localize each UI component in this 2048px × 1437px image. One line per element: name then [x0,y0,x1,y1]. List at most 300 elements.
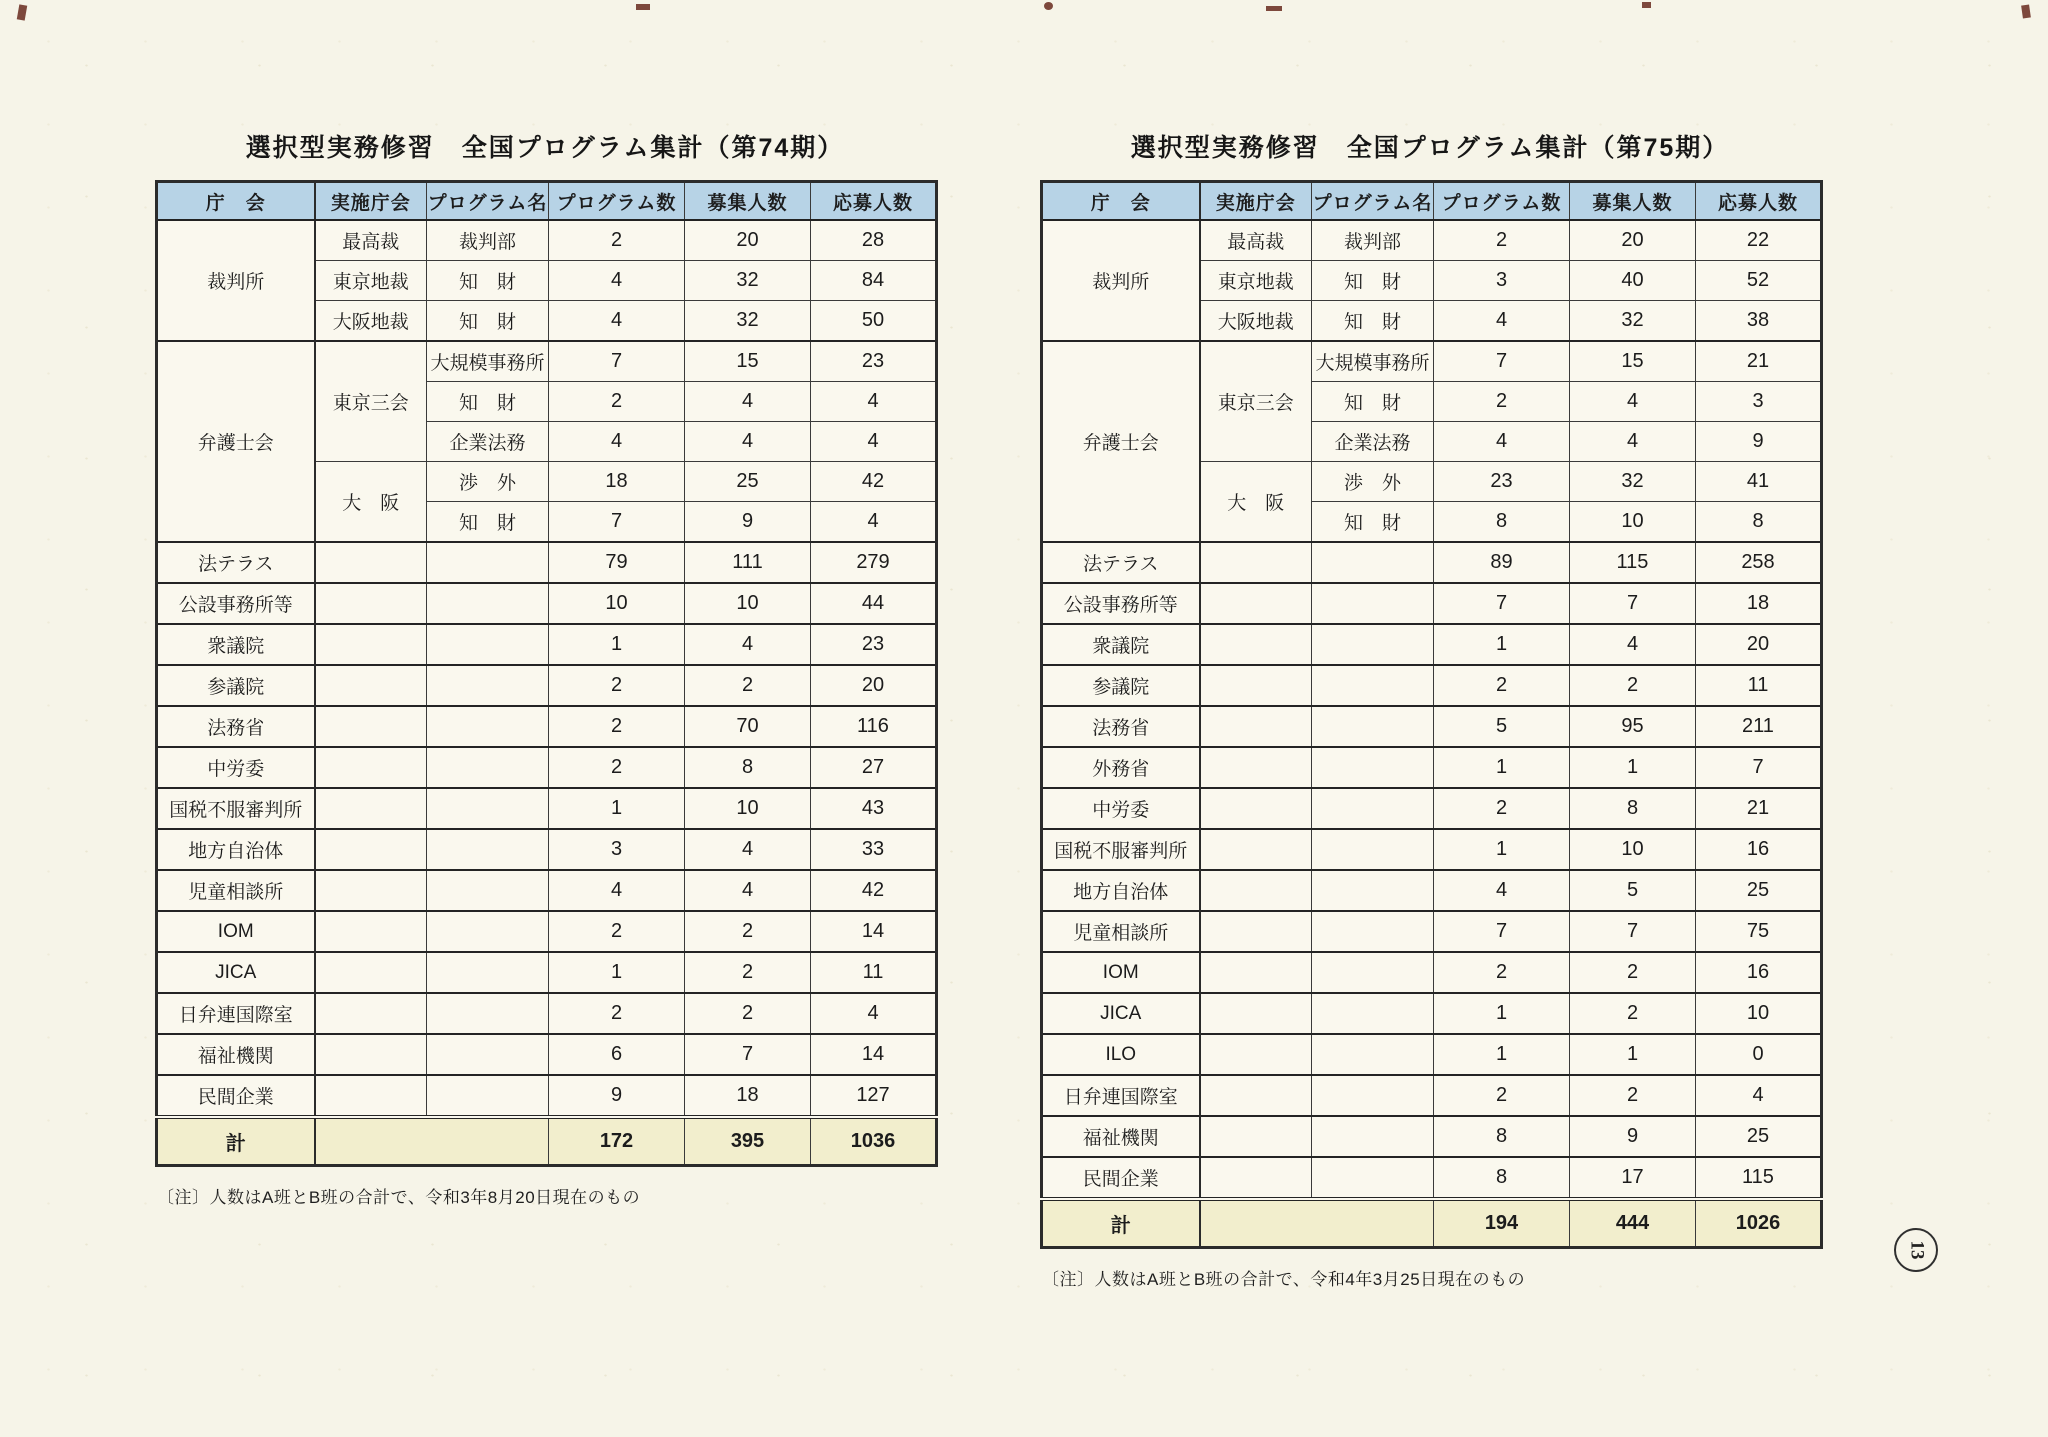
table-row [1042,870,1822,911]
cell-value: 7 [1696,747,1822,788]
cell-value: 4 [1570,422,1696,462]
cell-value: 1 [1570,1034,1696,1075]
cell-value: 3 [1434,261,1570,301]
cell-value: 2 [1570,665,1696,706]
cell-value: 33 [811,829,937,870]
cell-value: 16 [1696,829,1822,870]
cell-value: 18 [549,462,685,502]
cell-value: 14 [811,1034,937,1075]
cell-value: 211 [1696,706,1822,747]
cell-empty [1200,993,1312,1034]
cell-label: 裁判所 [1042,220,1200,341]
cell-empty [1200,1034,1312,1075]
cell-empty [315,1075,427,1117]
cell-value: 7 [1570,911,1696,952]
cell-empty [1200,542,1312,583]
cell-label: 大阪地裁 [315,301,427,342]
cell-value: 4 [549,261,685,301]
table-row [157,911,937,952]
cell-value: 50 [811,301,937,342]
cell-value: 21 [1696,341,1822,382]
cell-value: 52 [1696,261,1822,301]
cell-label: IOM [1042,952,1200,993]
cell-value: 25 [1696,1116,1822,1157]
cell-value: 2 [685,665,811,706]
cell-value: 8 [1434,1116,1570,1157]
cell-value: 32 [1570,462,1696,502]
cell-value: 395 [685,1117,811,1166]
cell-value: 2 [1434,788,1570,829]
cell-label: 東京三会 [1200,341,1312,462]
cell-value: 32 [1570,301,1696,342]
cell-empty [1200,706,1312,747]
table-row [1042,220,1822,261]
cell-value: 127 [811,1075,937,1117]
cell-value: 444 [1570,1199,1696,1248]
table-title-74: 選択型実務修習 全国プログラム集計（第74期） [245,134,845,162]
cell-value: 10 [1696,993,1822,1034]
cell-value: 4 [811,382,937,422]
cell-label: 公設事務所等 [157,583,315,624]
cell-value: 9 [1696,422,1822,462]
table-row [157,624,937,665]
cell-value: 1 [1570,747,1696,788]
cell-empty [315,993,427,1034]
cell-value: 0 [1696,1034,1822,1075]
cell-empty [1312,747,1434,788]
cell-value: 4 [685,422,811,462]
cell-label: 企業法務 [1312,422,1434,462]
cell-empty [1312,1034,1434,1075]
table-title-75: 選択型実務修習 全国プログラム集計（第75期） [1130,134,1730,162]
cell-empty [1200,829,1312,870]
cell-label: IOM [157,911,315,952]
cell-empty [427,1075,549,1117]
cell-value: 115 [1570,542,1696,583]
footnote-75: 〔注〕人数はA班とB班の合計で、令和4年3月25日現在のもの [1042,1270,1526,1289]
cell-label: 大規模事務所 [1312,341,1434,382]
cell-value: 95 [1570,706,1696,747]
cell-value: 4 [1570,624,1696,665]
cell-value: 2 [1570,1075,1696,1116]
table-row [1042,788,1822,829]
cell-value: 20 [811,665,937,706]
cell-label: 裁判部 [427,220,549,261]
cell-empty [1200,952,1312,993]
cell-value: 1036 [811,1117,937,1166]
cell-label: 民間企業 [157,1075,315,1117]
cell-empty [1312,583,1434,624]
table-row [157,952,937,993]
cell-empty [315,542,427,583]
cell-value: 2 [1570,952,1696,993]
cell-empty [1312,1157,1434,1199]
cell-value: 4 [685,870,811,911]
cell-value: 2 [1434,382,1570,422]
cell-empty [315,952,427,993]
cell-value: 1026 [1696,1199,1822,1248]
cell-value: 2 [1434,952,1570,993]
cell-value: 15 [685,341,811,382]
cell-value: 18 [1696,583,1822,624]
cell-label: 計 [157,1117,315,1166]
table-row [1042,1157,1822,1199]
cell-empty [315,829,427,870]
cell-value: 15 [1570,341,1696,382]
cell-value: 3 [1696,382,1822,422]
cell-empty [315,665,427,706]
cell-label: 地方自治体 [1042,870,1200,911]
cell-empty [427,747,549,788]
page-number: 13 [1906,1240,1927,1260]
cell-label: 法務省 [1042,706,1200,747]
cell-label: 参議院 [1042,665,1200,706]
column-header-implementing-agency: 実施庁会 [1200,182,1312,221]
cell-value: 23 [1434,462,1570,502]
cell-value: 1 [1434,747,1570,788]
cell-value: 9 [1570,1116,1696,1157]
cell-value: 27 [811,747,937,788]
cell-value: 20 [1570,220,1696,261]
cell-value: 2 [1434,1075,1570,1116]
cell-empty [1312,829,1434,870]
cell-empty [1312,1075,1434,1116]
cell-value: 116 [811,706,937,747]
cell-label: 知 財 [1312,382,1434,422]
column-header-recruit-count: 募集人数 [685,182,811,221]
cell-label: 児童相談所 [157,870,315,911]
cell-empty [1200,1157,1312,1199]
cell-value: 32 [685,261,811,301]
cell-value: 1 [549,952,685,993]
cell-empty [427,870,549,911]
column-header-program-count: プログラム数 [1434,182,1570,221]
column-header-program-name: プログラム名 [427,182,549,221]
scan-artifact [1044,2,1053,10]
table-row [157,542,937,583]
cell-empty [1312,952,1434,993]
cell-empty [315,1034,427,1075]
cell-value: 4 [811,993,937,1034]
column-header-recruit-count: 募集人数 [1570,182,1696,221]
cell-value: 14 [811,911,937,952]
cell-value: 2 [549,220,685,261]
cell-label: 国税不服審判所 [1042,829,1200,870]
cell-label: 中労委 [157,747,315,788]
cell-empty [427,829,549,870]
scan-artifact [2021,5,2031,19]
cell-label: 知 財 [427,502,549,543]
cell-empty [315,583,427,624]
cell-value: 38 [1696,301,1822,342]
table-row [1042,1075,1822,1116]
cell-empty [315,624,427,665]
cell-value: 7 [1434,911,1570,952]
cell-value: 8 [1696,502,1822,543]
cell-empty [427,993,549,1034]
cell-value: 10 [685,788,811,829]
cell-value: 79 [549,542,685,583]
cell-label: 裁判所 [157,220,315,341]
cell-empty [1200,747,1312,788]
cell-value: 75 [1696,911,1822,952]
column-header-applicant-count: 応募人数 [1696,182,1822,221]
table-row [1042,993,1822,1034]
table-row [157,220,937,261]
cell-value: 11 [1696,665,1822,706]
table-body-75 [1042,220,1822,1248]
cell-value: 1 [549,788,685,829]
cell-empty [1312,706,1434,747]
cell-label: JICA [1042,993,1200,1034]
table-row [157,747,937,788]
cell-value: 4 [1570,382,1696,422]
cell-empty [427,911,549,952]
cell-value: 25 [685,462,811,502]
cell-value: 8 [1434,502,1570,543]
cell-value: 23 [811,624,937,665]
cell-value: 23 [811,341,937,382]
cell-value: 41 [1696,462,1822,502]
cell-label: JICA [157,952,315,993]
cell-label: 大 阪 [1200,462,1312,543]
program-summary-table-75 [1040,180,1823,1249]
cell-value: 42 [811,870,937,911]
table-block-term74 [155,128,935,1208]
cell-label: 大阪地裁 [1200,301,1312,342]
cell-label: 法テラス [157,542,315,583]
scan-artifact [636,4,650,10]
table-row [157,788,937,829]
cell-value: 194 [1434,1199,1570,1248]
cell-empty [315,788,427,829]
cell-empty [1312,788,1434,829]
cell-value: 7 [549,502,685,543]
cell-empty [315,1117,549,1166]
cell-label: 東京三会 [315,341,427,462]
cell-value: 11 [811,952,937,993]
cell-value: 258 [1696,542,1822,583]
cell-label: 計 [1042,1199,1200,1248]
cell-value: 2 [549,706,685,747]
cell-label: 児童相談所 [1042,911,1200,952]
cell-label: 知 財 [427,301,549,342]
cell-value: 6 [549,1034,685,1075]
cell-label: 裁判部 [1312,220,1434,261]
cell-value: 4 [549,870,685,911]
table-row [1042,1116,1822,1157]
cell-empty [427,583,549,624]
cell-empty [1312,542,1434,583]
cell-value: 7 [685,1034,811,1075]
column-header-agency: 庁 会 [157,182,315,221]
cell-label: 知 財 [1312,261,1434,301]
cell-value: 25 [1696,870,1822,911]
table-row [1042,747,1822,788]
table-row [157,665,937,706]
cell-value: 44 [811,583,937,624]
cell-value: 2 [685,952,811,993]
cell-empty [1200,911,1312,952]
cell-label: 衆議院 [157,624,315,665]
table-row [157,706,937,747]
cell-value: 4 [685,382,811,422]
cell-value: 42 [811,462,937,502]
cell-value: 10 [1570,502,1696,543]
cell-empty [315,706,427,747]
table-row [1042,952,1822,993]
cell-empty [1200,624,1312,665]
cell-value: 7 [1434,341,1570,382]
cell-value: 89 [1434,542,1570,583]
cell-value: 2 [1434,220,1570,261]
cell-value: 43 [811,788,937,829]
cell-value: 2 [549,747,685,788]
cell-value: 3 [549,829,685,870]
cell-label: 福祉機関 [1042,1116,1200,1157]
table-row [157,583,937,624]
cell-empty [427,952,549,993]
cell-value: 4 [549,301,685,342]
cell-value: 2 [1570,993,1696,1034]
table-row [157,1034,937,1075]
cell-value: 7 [549,341,685,382]
cell-value: 172 [549,1117,685,1166]
column-header-applicant-count: 応募人数 [811,182,937,221]
cell-value: 9 [549,1075,685,1117]
cell-value: 16 [1696,952,1822,993]
cell-empty [1312,665,1434,706]
cell-value: 70 [685,706,811,747]
cell-empty [1200,1116,1312,1157]
cell-empty [1312,911,1434,952]
table-row [157,341,937,382]
cell-value: 7 [1570,583,1696,624]
cell-empty [315,870,427,911]
cell-label: 衆議院 [1042,624,1200,665]
cell-label: 日弁連国際室 [157,993,315,1034]
header-row [157,182,937,221]
cell-label: 知 財 [427,382,549,422]
cell-value: 7 [1434,583,1570,624]
cell-empty [1200,870,1312,911]
scan-artifact [17,4,27,20]
cell-empty [315,747,427,788]
cell-empty [427,1034,549,1075]
column-header-implementing-agency: 実施庁会 [315,182,427,221]
cell-label: 福祉機関 [157,1034,315,1075]
cell-value: 84 [811,261,937,301]
table-row [1042,665,1822,706]
cell-label: 参議院 [157,665,315,706]
scan-artifact [1642,2,1651,8]
cell-value: 4 [811,502,937,543]
cell-value: 8 [1570,788,1696,829]
table-row [1042,341,1822,382]
cell-empty [1312,1116,1434,1157]
total-row [157,1117,937,1166]
cell-label: 最高裁 [1200,220,1312,261]
cell-value: 1 [1434,1034,1570,1075]
cell-label: 大 阪 [315,462,427,543]
cell-value: 8 [685,747,811,788]
cell-value: 5 [1434,706,1570,747]
table-body-74 [157,220,937,1166]
cell-value: 4 [1434,422,1570,462]
table-row [1042,542,1822,583]
table-row [157,870,937,911]
cell-empty [1312,993,1434,1034]
cell-empty [1312,624,1434,665]
cell-value: 2 [549,993,685,1034]
cell-label: 東京地裁 [315,261,427,301]
cell-value: 4 [1434,870,1570,911]
cell-label: 知 財 [1312,301,1434,342]
cell-value: 4 [1696,1075,1822,1116]
table-block-term75 [1040,128,1820,1290]
cell-label: 知 財 [427,261,549,301]
table-row [1042,583,1822,624]
cell-value: 4 [549,422,685,462]
table-row [1042,829,1822,870]
cell-value: 1 [1434,993,1570,1034]
cell-label: 公設事務所等 [1042,583,1200,624]
cell-label: 弁護士会 [1042,341,1200,542]
cell-label: 弁護士会 [157,341,315,542]
cell-empty [1200,665,1312,706]
cell-label: 日弁連国際室 [1042,1075,1200,1116]
cell-empty [1200,1075,1312,1116]
cell-value: 5 [1570,870,1696,911]
cell-value: 17 [1570,1157,1696,1199]
cell-empty [427,788,549,829]
column-header-agency: 庁 会 [1042,182,1200,221]
cell-value: 4 [685,829,811,870]
cell-value: 20 [1696,624,1822,665]
table-row [1042,706,1822,747]
cell-value: 4 [1434,301,1570,342]
cell-empty [427,706,549,747]
footnote-74: 〔注〕人数はA班とB班の合計で、令和3年8月20日現在のもの [157,1188,641,1207]
cell-value: 22 [1696,220,1822,261]
cell-value: 2 [549,382,685,422]
cell-value: 1 [549,624,685,665]
cell-value: 10 [549,583,685,624]
table-row [1042,1034,1822,1075]
cell-label: 最高裁 [315,220,427,261]
cell-label: 渉 外 [1312,462,1434,502]
cell-value: 28 [811,220,937,261]
cell-label: 法務省 [157,706,315,747]
cell-empty [427,665,549,706]
header-row [1042,182,1822,221]
cell-value: 2 [1434,665,1570,706]
cell-empty [1200,788,1312,829]
column-header-program-count: プログラム数 [549,182,685,221]
cell-value: 2 [685,993,811,1034]
table-row [157,993,937,1034]
total-row [1042,1199,1822,1248]
page-number-badge [1894,1228,1938,1272]
cell-label: ILO [1042,1034,1200,1075]
cell-empty [427,624,549,665]
cell-value: 9 [685,502,811,543]
cell-label: 大規模事務所 [427,341,549,382]
cell-value: 2 [549,911,685,952]
cell-label: 知 財 [1312,502,1434,543]
cell-value: 279 [811,542,937,583]
cell-empty [315,911,427,952]
